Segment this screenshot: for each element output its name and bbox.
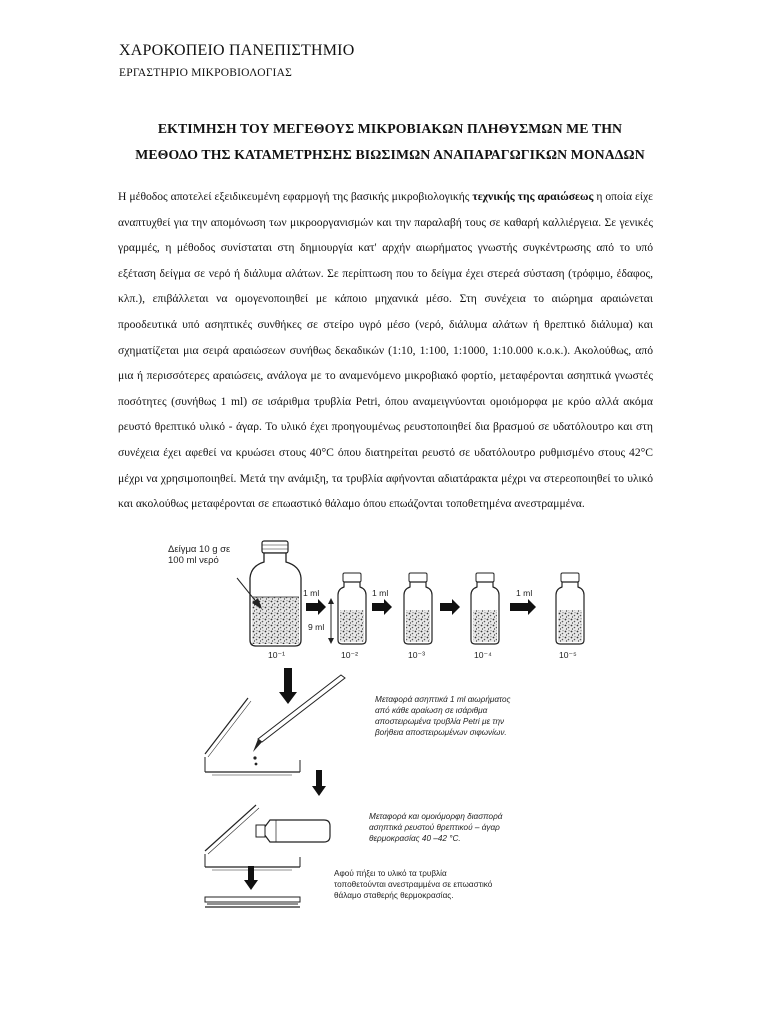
pipette — [253, 675, 345, 765]
institution-name: ΧΑΡΟΚΟΠΕΙΟ ΠΑΝΕΠΙΣΤΗΜΙΟ — [119, 42, 355, 59]
diluent-volume-label: 9 ml — [308, 622, 325, 632]
step3-caption-line: θάλαμο σταθερής θερμοκρασίας. — [334, 891, 454, 900]
step1-caption-line: από κάθε αραίωση σε ισάριθμα — [375, 706, 488, 715]
step1-caption-line: αποστειρωμένα τρυβλία Petri με την — [375, 717, 505, 726]
dilution-tube-2 — [338, 573, 366, 644]
step1-caption-line: Μεταφορά ασηπτικά 1 ml αιωρήματος — [375, 695, 511, 704]
dilution-label-2: 10⁻² — [341, 650, 358, 660]
document-title-line-1: ΕΚΤΙΜΗΣΗ ΤΟΥ ΜΕΓΕΘΟΥΣ ΜΙΚΡΟΒΙΑΚΩΝ ΠΛΗΘΥΣΜΩΝ ΜΕ ΤΗΝ — [157, 121, 623, 136]
transfer-label-2: 1 ml — [372, 588, 389, 598]
step3-caption-line: Αφού πήξει το υλικό τα τρυβλία — [334, 869, 447, 878]
document-title-line-2: ΜΕΘΟΔΟ ΤΗΣ ΚΑΤΑΜΕΤΡΗΣΗΣ ΒΙΩΣΙΜΩΝ ΑΝΑΠΑΡΑΓΩΓΙΚΩΝ ΜΟΝΑΔΩΝ — [135, 147, 645, 162]
dilution-tube-4 — [471, 573, 499, 644]
step2-caption-line: ασηπτικά ρευστού θρεπτικού – άγαρ — [369, 823, 500, 832]
agar-bottle — [256, 820, 330, 842]
transfer-label-1: 1 ml — [303, 588, 320, 598]
step2-caption-line: Μεταφορά και ομοιόμορφη διασπορά — [369, 812, 503, 821]
sample-bottle — [250, 541, 301, 646]
dilution-label-1: 10⁻¹ — [268, 650, 285, 660]
step2-caption — [369, 811, 502, 844]
step1-caption — [375, 694, 511, 738]
body-text-rest: η οποία είχε αναπτυχθεί για την απομόνωση των μικροοργανισμών και την παραλαβή τους σε καθαρή καλλιέργεια. Σε γενικές γραμμές, η μέθοδος συνίσταται στη δημιουργία κατ' αρχήν αιωρήματος γνωστής συγκέντρωσης από το υπό εξέταση δείγμα σε νερό ή διάλυμα αλάτων. Σε περίπτωση που το δείγμα έχει στερεά σύσταση (τρόφιμο, έδαφος, κλπ.), επιβάλλεται να ομογενοποιηθεί με κάποιο μηχανικά μέσο. Στη συνέχεια το αιώρημα αραιώνεται προοδευτικά υπό ασηπτικές συνθήκες σε στείρο υγρό μέσο (νερό, διάλυμα αλάτων ή θρεπτικό διάλυμα) και σχηματίζεται μια σειρά αραιώσεων συνήθως δεκαδικών (1:10, 1:100, 1:1000, 1:10.000 κ.ο.κ.). Ακολούθως, από μια ή περισσότερες αραιώσεις, ανάλογα με το αναμενόμενο μικροβιακό φορτίο, μεταφέρονται ασηπτικά γνωστές ποσότητες (συνήθως 1 ml) σε ισάριθμα τρυβλία Petri, όπου αναμειγνύονται ομοιόμορφα με κρύο αλλά ακόμα ρευστό θρεπτικό υλικό - άγαρ. Το υλικό έχει προηγουμένως ρευστοποιηθεί δια βρασμού σε υδατόλουτρο και στη συνέχεια έχει αφεθεί να κρυώσει στους 40°C όπου διατηρείται ρευστό σε υδατόλουτρο ρυθμισμένο στους 42°C μέχρι να χρησιμοποιηθεί. Μετά την ανάμιξη, τα τρυβλία αφήνονται αδιατάρακτα μέχρι να στερεοποιηθεί το υλικό και ακολούθως μεταφέρονται σε επωαστικό θάλαμο όπου επωάζονται τοποθετημένα ανεστραμμένα. — [118, 190, 654, 511]
sample-label-line-1: Δείγμα 10 g σε — [168, 544, 231, 555]
down-arrow-1 — [279, 668, 297, 704]
lab-name: ΕΡΓΑΣΤΗΡΙΟ ΜΙΚΡΟΒΙΟΛΟΓΙΑΣ — [119, 67, 292, 79]
down-arrow-3 — [244, 866, 258, 890]
down-arrow-2 — [312, 770, 326, 796]
body-paragraph — [118, 184, 653, 517]
petri-dish-open-1 — [205, 698, 300, 775]
dilution-label-5: 10⁻⁵ — [559, 650, 577, 660]
dilution-tube-3 — [404, 573, 432, 644]
body-emphasis: τεχνικής της αραιώσεως — [472, 190, 594, 203]
body-text-start: Η μέθοδος αποτελεί εξειδικευμένη εφαρμογή της βασικής μικροβιολογικής — [118, 190, 473, 203]
dilution-label-4: 10⁻⁴ — [474, 650, 492, 660]
dilution-label-3: 10⁻³ — [408, 650, 425, 660]
sample-label-line-2: 100 ml νερό — [168, 555, 219, 566]
step2-caption-line: θερμοκρασίας 40 –42 °C. — [369, 834, 461, 843]
transfer-label-3: 1 ml — [516, 588, 533, 598]
step3-caption-line: τοποθετούνται ανεστραμμένα σε επωαστικό — [334, 880, 493, 889]
step3-caption — [334, 868, 492, 901]
petri-dish-closed — [205, 897, 300, 907]
step1-caption-line: βοήθεια αποστειρωμένων σιφωνίων. — [375, 728, 507, 737]
dilution-tube-5 — [556, 573, 584, 644]
